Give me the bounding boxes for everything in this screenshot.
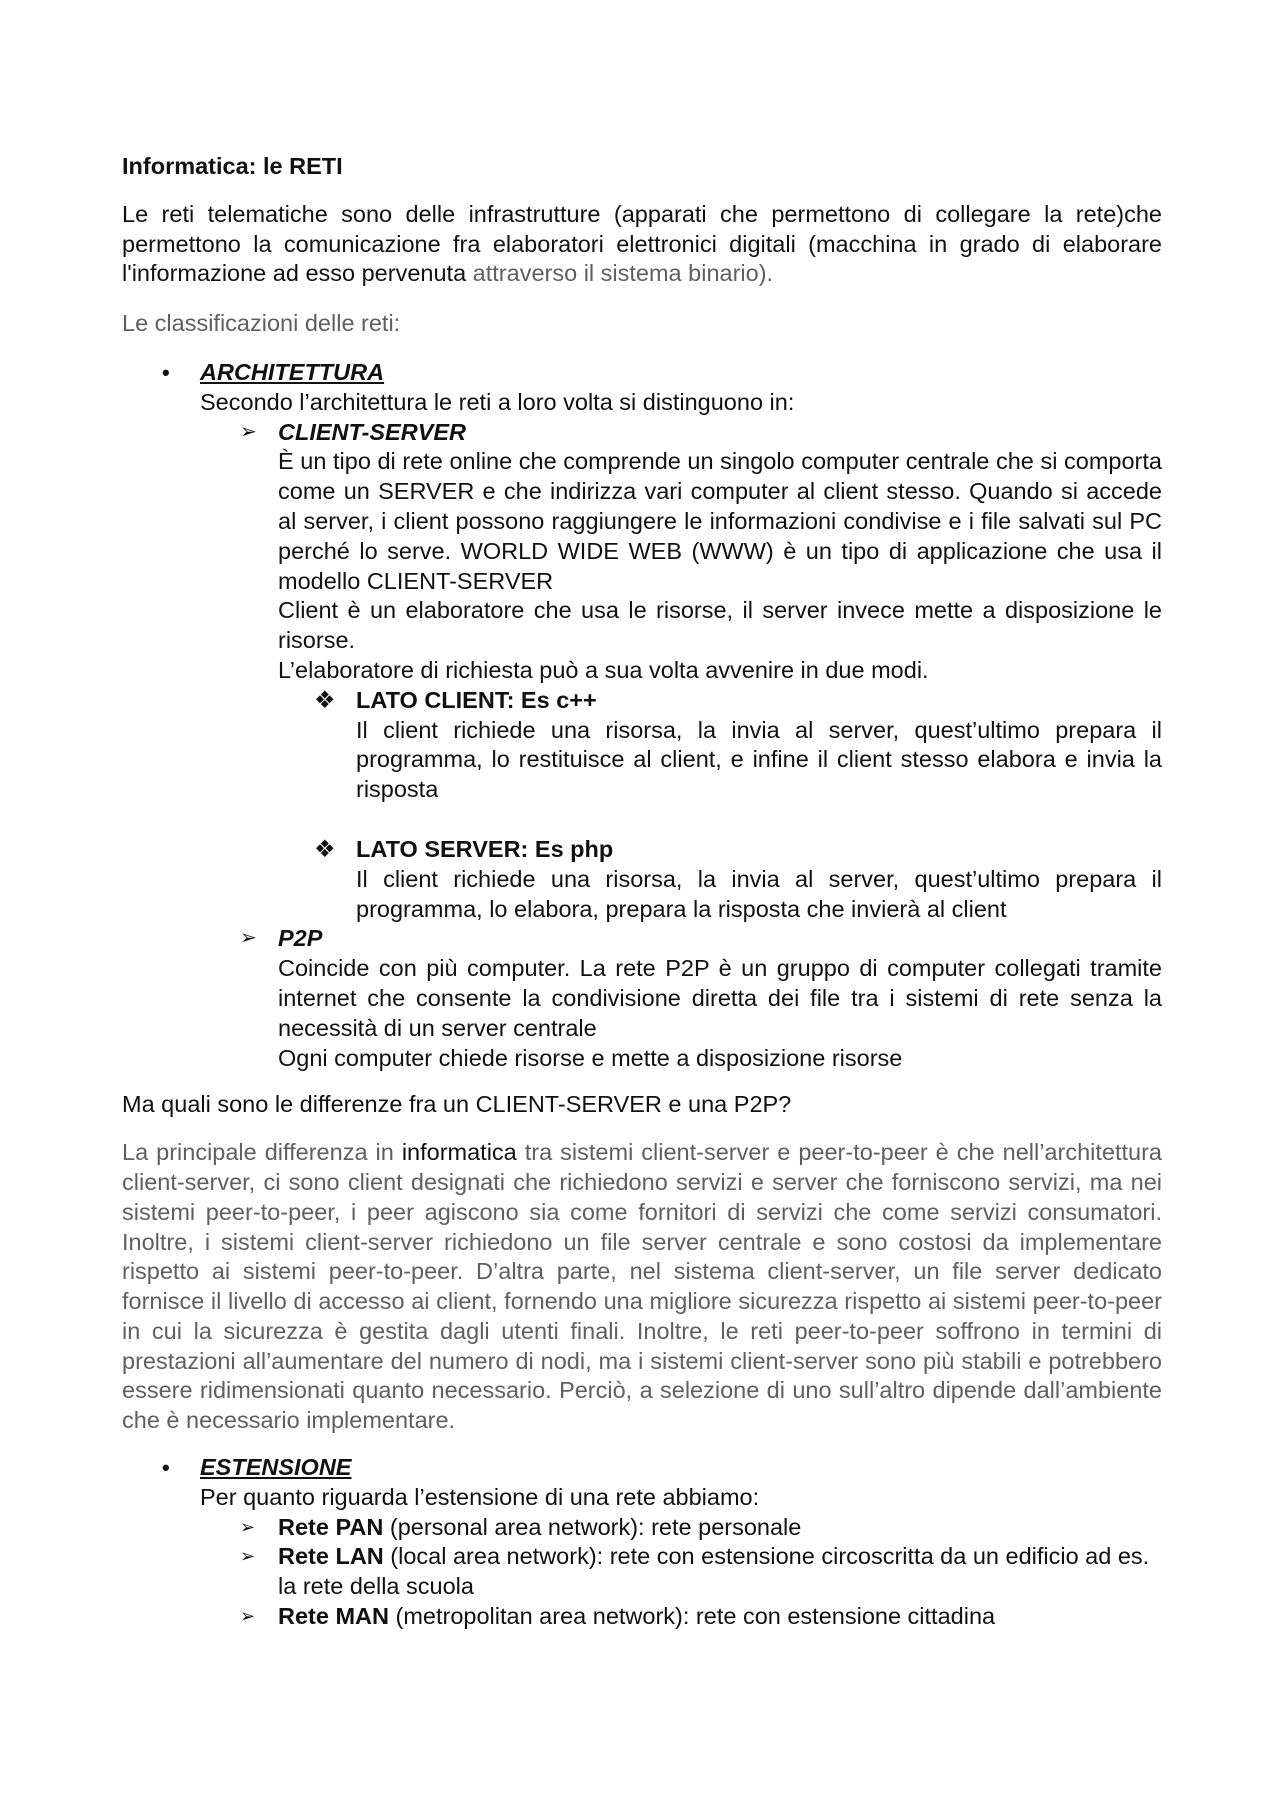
list-item-description: (metropolitan area network): rete con estensione cittadina bbox=[388, 1603, 996, 1630]
estensione-list bbox=[200, 1513, 1162, 1632]
lato-server-text: Il client richiede una risorsa, la invia al server, quest’ultimo prepara il programma, lo elabora, prepara la risposta che invierà al client bbox=[356, 865, 1162, 922]
list-item bbox=[200, 1513, 1162, 1543]
list-item-label: Rete MAN bbox=[278, 1603, 389, 1630]
list-item-label: Rete PAN bbox=[278, 1513, 384, 1540]
arrow-bullet-icon: ➢ bbox=[240, 927, 257, 950]
diamond-bullet-icon: ❖ bbox=[314, 835, 336, 863]
page-title: Informatica: le RETI bbox=[122, 153, 343, 179]
estensione-intro: Per quanto riguarda l’estensione di una rete abbiamo: bbox=[200, 1483, 760, 1510]
intro-gray-text: attraverso il sistema binario). bbox=[472, 260, 774, 287]
arrow-bullet-icon: ➢ bbox=[240, 420, 257, 443]
bullet-dot-icon: • bbox=[162, 359, 170, 385]
lato-server-heading: LATO SERVER: Es php bbox=[356, 835, 614, 862]
estensione-heading: ESTENSIONE bbox=[200, 1454, 352, 1481]
question-paragraph: Ma quali sono le differenze fra un CLIENT-SERVER e una P2P? bbox=[122, 1091, 792, 1118]
list-item-text bbox=[278, 1602, 1162, 1632]
client-server-paragraph-3: L’elaboratore di richiesta può a sua volta avvenire in due modi. bbox=[278, 656, 929, 683]
list-item-description: (local area network): rete con estensione circoscritta da un edificio ad es. la rete della scuola bbox=[278, 1543, 1150, 1600]
lato-client-heading: LATO CLIENT: Es c++ bbox=[356, 686, 597, 713]
client-server-heading: CLIENT-SERVER bbox=[278, 418, 467, 445]
list-item-label: Rete LAN bbox=[278, 1543, 384, 1570]
section-estensione bbox=[122, 1453, 1162, 1632]
item-p2p bbox=[200, 924, 1162, 1073]
client-server-paragraph-2: Client è un elaboratore che usa le risorse, il server invece mette a disposizione le risorse. bbox=[278, 597, 1162, 654]
classification-heading: Le classificazioni delle reti: bbox=[122, 310, 401, 337]
bullet-dot-icon: • bbox=[162, 1455, 170, 1481]
answer-text-after: tra sistemi client-server e peer-to-peer è che nell’architettura client-server, ci sono client designati che richiedono servizi e server che forniscono servizi, ma nei sistemi peer-to-peer, i peer agiscono sia come fornitori di servizi che come servizi consumatori. Inoltre, i sistemi client-server richiedono un file server centrale e sono costosi da implementare rispetto ai sistemi peer-to-peer. D’altra parte, nel sistema client-server, un file server dedicato fornisce il livello di accesso ai client, fornendo una migliore sicurezza rispetto ai sistemi peer-to-peer in cui la sicurezza è gestita dagli utenti finali. Inoltre, le reti peer-to-peer soffrono in termini di prestazioni all’aumentare del numero di nodi, ma i sistemi client-server sono più stabili e potrebbero essere ridimensionati quanto necessario. Perciò, a selezione di uno sull’altro dipende dall’ambiente che è necessario implementare. bbox=[122, 1139, 1162, 1434]
answer-text-before: La principale differenza in bbox=[122, 1139, 402, 1166]
arrow-bullet-icon: ➢ bbox=[240, 1606, 256, 1627]
intro-paragraph bbox=[122, 200, 1162, 289]
document-page bbox=[122, 152, 1162, 1632]
client-server-paragraph-1: È un tipo di rete online che comprende un singolo computer centrale che si comporta come un SERVER e che indirizza vari computer al client stesso. Quando si accede al server, i client possono raggiungere le informazioni condivise e i file salvati sul PC perché lo serve. WORLD WIDE WEB (WWW) è un tipo di applicazione che usa il modello CLIENT-SERVER bbox=[278, 448, 1162, 594]
answer-paragraph bbox=[122, 1138, 1162, 1436]
arrow-bullet-icon: ➢ bbox=[240, 1546, 256, 1567]
list-item bbox=[200, 1602, 1162, 1632]
list-item-description: (personal area network): rete personale bbox=[383, 1513, 802, 1540]
architettura-intro: Secondo l’architettura le reti a loro volta si distinguono in: bbox=[200, 388, 795, 415]
architettura-heading: ARCHITETTURA bbox=[200, 358, 385, 385]
intro-text: Le reti telematiche sono delle infrastrutture (apparati che permettono di collegare la rete)che permettono la comunicazione fra elaboratori elettronici digitali (macchina in grado di elaborare l'informazione ad esso pervenuta bbox=[122, 200, 1162, 287]
item-lato-client bbox=[278, 686, 1162, 805]
diamond-bullet-icon: ❖ bbox=[314, 686, 336, 714]
answer-highlight: informatica bbox=[401, 1139, 517, 1166]
list-item-text bbox=[278, 1513, 1162, 1543]
section-architettura bbox=[122, 358, 1162, 1073]
p2p-paragraph-2: Ogni computer chiede risorse e mette a disposizione risorse bbox=[278, 1044, 903, 1071]
arrow-bullet-icon: ➢ bbox=[240, 1516, 256, 1537]
lato-client-text: Il client richiede una risorsa, la invia al server, quest’ultimo prepara il programma, lo restituisce al client, e infine il client stesso elabora e invia la risposta bbox=[356, 716, 1162, 803]
blank-line bbox=[278, 805, 1162, 835]
p2p-paragraph-1: Coincide con più computer. La rete P2P è un gruppo di computer collegati tramite internet che consente la condivisione diretta dei file tra i sistemi di rete senza la necessità di un server centrale bbox=[278, 955, 1162, 1041]
item-lato-server bbox=[278, 835, 1162, 924]
list-item bbox=[200, 1542, 1162, 1602]
list-item-text bbox=[278, 1542, 1162, 1602]
item-client-server bbox=[200, 418, 1162, 925]
p2p-heading: P2P bbox=[278, 925, 323, 952]
